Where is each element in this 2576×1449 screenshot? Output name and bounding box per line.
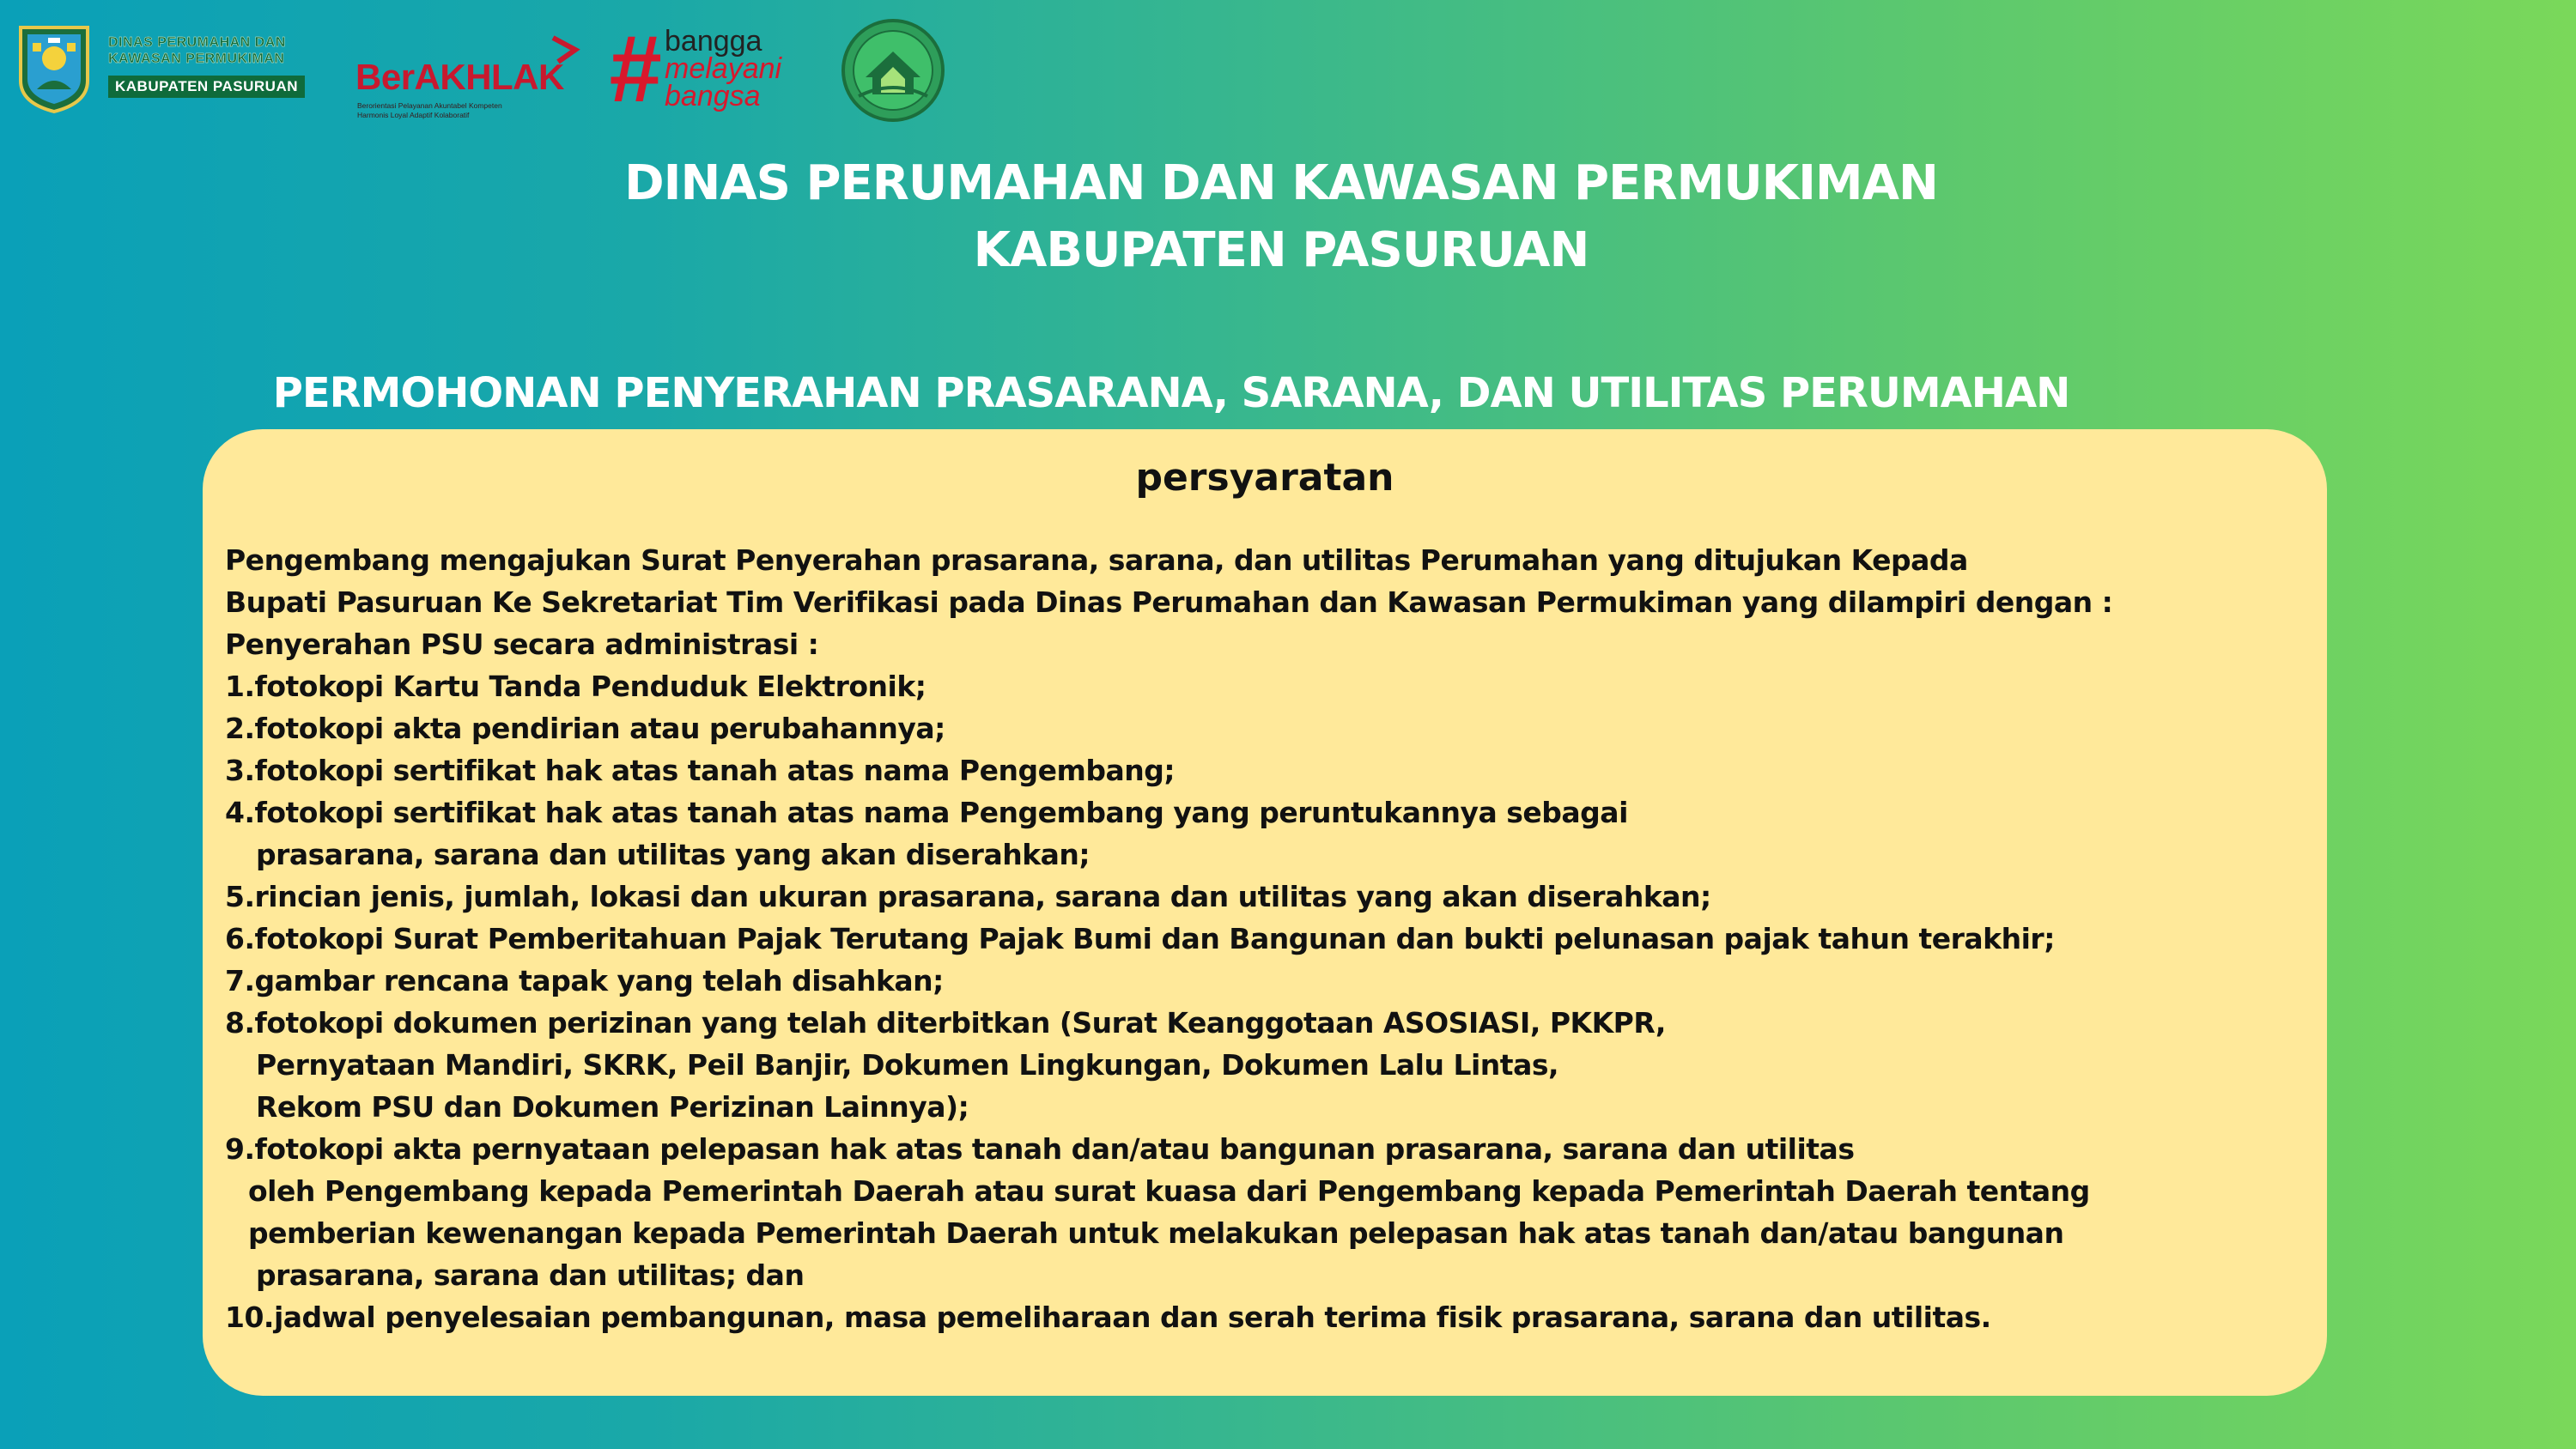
requirements-line: 1.fotokopi Kartu Tanda Penduduk Elektronik;	[225, 670, 927, 703]
requirements-line: Pengembang mengajukan Surat Penyerahan prasarana, sarana, dan utilitas Perumahan yang ditujukan Kepada	[225, 543, 1968, 577]
requirements-line: prasarana, sarana dan utilitas yang akan diserahkan;	[256, 838, 1091, 871]
housing-emblem-icon	[840, 17, 946, 124]
bangga-word-3: bangsa	[665, 80, 761, 112]
dinas-wordmark-badge: KABUPATEN PASURUAN	[108, 76, 305, 98]
berakhlak-logo	[355, 34, 605, 129]
requirements-line: Pernyataan Mandiri, SKRK, Peil Banjir, Dokumen Lingkungan, Dokumen Lalu Lintas,	[256, 1048, 1559, 1082]
bangga-words	[665, 27, 781, 110]
page-title-line1: DINAS PERUMAHAN DAN KAWASAN PERMUKIMAN	[624, 155, 1938, 211]
berakhlak-wordmark: BerAKHLAK	[355, 57, 564, 97]
requirements-line: Bupati Pasuruan Ke Sekretariat Tim Verifikasi pada Dinas Perumahan dan Kawasan Permukiman yang dilampiri dengan :	[225, 585, 2113, 619]
requirements-line: pemberian kewenangan kepada Pemerintah Daerah untuk melakukan pelepasan hak atas tanah dan/atau bangunan	[248, 1216, 2064, 1250]
dinas-wordmark-line1: DINAS PERUMAHAN DAN	[108, 35, 286, 50]
requirements-list	[225, 539, 2286, 1338]
requirements-line: prasarana, sarana dan utilitas; dan	[256, 1258, 805, 1292]
requirements-line: Penyerahan PSU secara administrasi :	[225, 627, 819, 661]
berakhlak-tagline-line2: Harmonis Loyal Adaptif Kolaboratif	[357, 111, 470, 119]
requirements-line: 4.fotokopi sertifikat hak atas tanah atas nama Pengembang yang peruntukannya sebagai	[225, 796, 1628, 829]
requirements-line: 10.jadwal penyelesaian pembangunan, masa pemeliharaan dan serah terima fisik prasarana, sarana dan utilitas.	[225, 1300, 1991, 1334]
bangga-melayani-bangsa-logo	[608, 16, 814, 125]
requirements-line: Rekom PSU dan Dokumen Perizinan Lainnya);	[256, 1090, 969, 1124]
requirements-card	[203, 429, 2327, 1396]
bangga-word-1: bangga	[665, 25, 762, 58]
requirements-heading: persyaratan	[1135, 456, 1394, 500]
dinas-wordmark	[108, 34, 349, 98]
page-title-line2: KABUPATEN PASURUAN	[973, 222, 1589, 278]
page-title	[0, 150, 2562, 284]
berakhlak-tagline	[357, 101, 606, 120]
dinas-wordmark-line2: KAWASAN PERMUKIMAN	[108, 52, 285, 66]
page-subtitle: PERMOHONAN PENYERAHAN PRASARANA, SARANA, DAN UTILITAS PERUMAHAN	[272, 369, 2070, 417]
requirements-line: 2.fotokopi akta pendirian atau perubahannya;	[225, 712, 945, 745]
requirements-line: 7.gambar rencana tapak yang telah disahkan;	[225, 964, 944, 997]
bangga-hash-mark: #	[608, 16, 661, 122]
requirements-line: 8.fotokopi dokumen perizinan yang telah diterbitkan (Surat Keanggotaan ASOSIASI, PKKPR,	[225, 1006, 1666, 1040]
bangga-word-2: melayani	[665, 52, 782, 85]
requirements-line: 5.rincian jenis, jumlah, lokasi dan ukuran prasarana, sarana dan utilitas yang akan diserahkan;	[225, 880, 1711, 913]
berakhlak-tagline-line1: Berorientasi Pelayanan Akuntabel Kompeten	[357, 101, 502, 110]
requirements-line: oleh Pengembang kepada Pemerintah Daerah atau surat kuasa dari Pengembang kepada Pemerintah Daerah tentang	[248, 1174, 2090, 1208]
pasuruan-crest-icon	[15, 21, 93, 115]
requirements-line: 9.fotokopi akta pernyataan pelepasan hak atas tanah dan/atau bangunan prasarana, sarana dan utilitas	[225, 1132, 1855, 1166]
requirements-line: 6.fotokopi Surat Pemberitahuan Pajak Terutang Pajak Bumi dan Bangunan dan bukti pelunasan pajak tahun terakhir;	[225, 922, 2055, 955]
requirements-line: 3.fotokopi sertifikat hak atas tanah atas nama Pengembang;	[225, 754, 1176, 787]
